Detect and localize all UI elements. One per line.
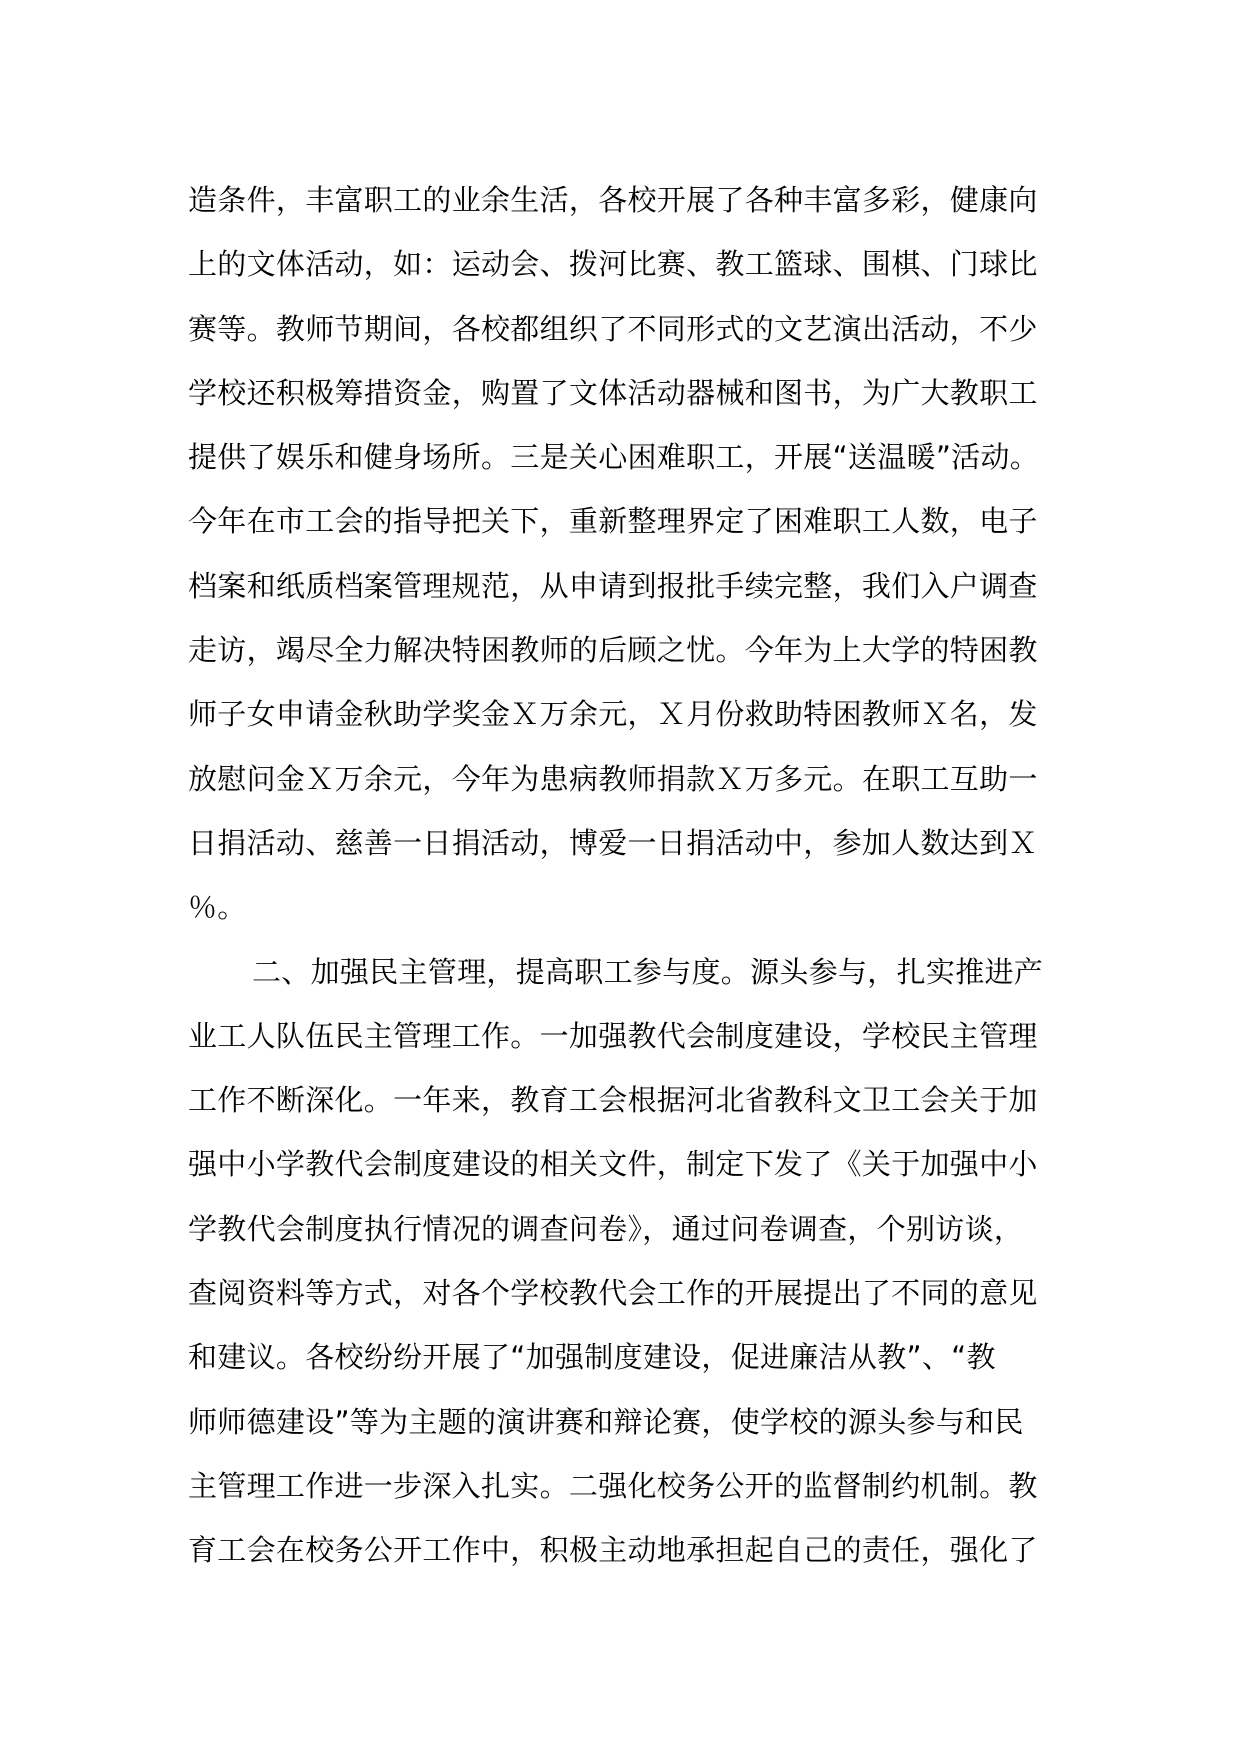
text-line: 上的文体活动，如：运动会、拨河比赛、教工篮球、围棋、门球比 <box>188 247 1038 282</box>
text-line: 造条件，丰富职工的业余生活，各校开展了各种丰富多彩，健康向 <box>188 183 1038 217</box>
text-line: 主管理工作进一步深入扎实。二强化校务公开的监督制约机制。教 <box>188 1468 1038 1503</box>
text-line: 学校还积极筹措资金，购置了文体活动器械和图书，为广大教职工 <box>188 375 1038 410</box>
text-line: 今年在市工会的指导把关下，重新整理界定了困难职工人数，电子 <box>188 504 1038 539</box>
text-line: 师师德建设”等为主题的演讲赛和辩论赛，使学校的源头参与和民 <box>188 1404 1024 1439</box>
text-line: 和建议。各校纷纷开展了“加强制度建设，促进廉洁从教”、“教 <box>188 1340 996 1375</box>
text-line: 放慰问金Ｘ万余元，今年为患病教师捐款Ｘ万多元。在职工互助一 <box>188 761 1038 796</box>
text-line: 赛等。教师节期间，各校都组织了不同形式的文艺演出活动，不少 <box>188 311 1038 346</box>
text-line: 强中小学教代会制度建设的相关文件，制定下发了《关于加强中小 <box>188 1147 1038 1182</box>
text-line: 学教代会制度执行情况的调查问卷》，通过问卷调查，个别访谈， <box>188 1211 1024 1246</box>
text-line: 育工会在校务公开工作中，积极主动地承担起自己的责任，强化了 <box>188 1533 1038 1568</box>
text-line: 日捐活动、慈善一日捐活动，博爱一日捐活动中，参加人数达到Ｘ <box>188 825 1038 860</box>
body-text <box>188 168 1088 1583</box>
text-line: 查阅资料等方式，对各个学校教代会工作的开展提出了不同的意见 <box>188 1276 1038 1311</box>
text-line: ％。 <box>188 890 247 925</box>
text-line: 走访，竭尽全力解决特困教师的后顾之忧。今年为上大学的特困教 <box>188 633 1038 668</box>
text-line: 师子女申请金秋助学奖金Ｘ万余元，Ｘ月份救助特困教师Ｘ名，发 <box>188 697 1038 732</box>
text-line: 档案和纸质档案管理规范，从申请到报批手续完整，我们入户调查 <box>188 568 1038 603</box>
paragraph-start-line: 二、加强民主管理，提高职工参与度。源头参与，扎实推进产 <box>252 954 1044 989</box>
text-line: 业工人队伍民主管理工作。一加强教代会制度建设，学校民主管理 <box>188 1018 1038 1053</box>
text-line: 提供了娱乐和健身场所。三是关心困难职工，开展“送温暖”活动。 <box>188 440 1040 475</box>
text-line: 工作不断深化。一年来，教育工会根据河北省教科文卫工会关于加 <box>188 1083 1038 1118</box>
